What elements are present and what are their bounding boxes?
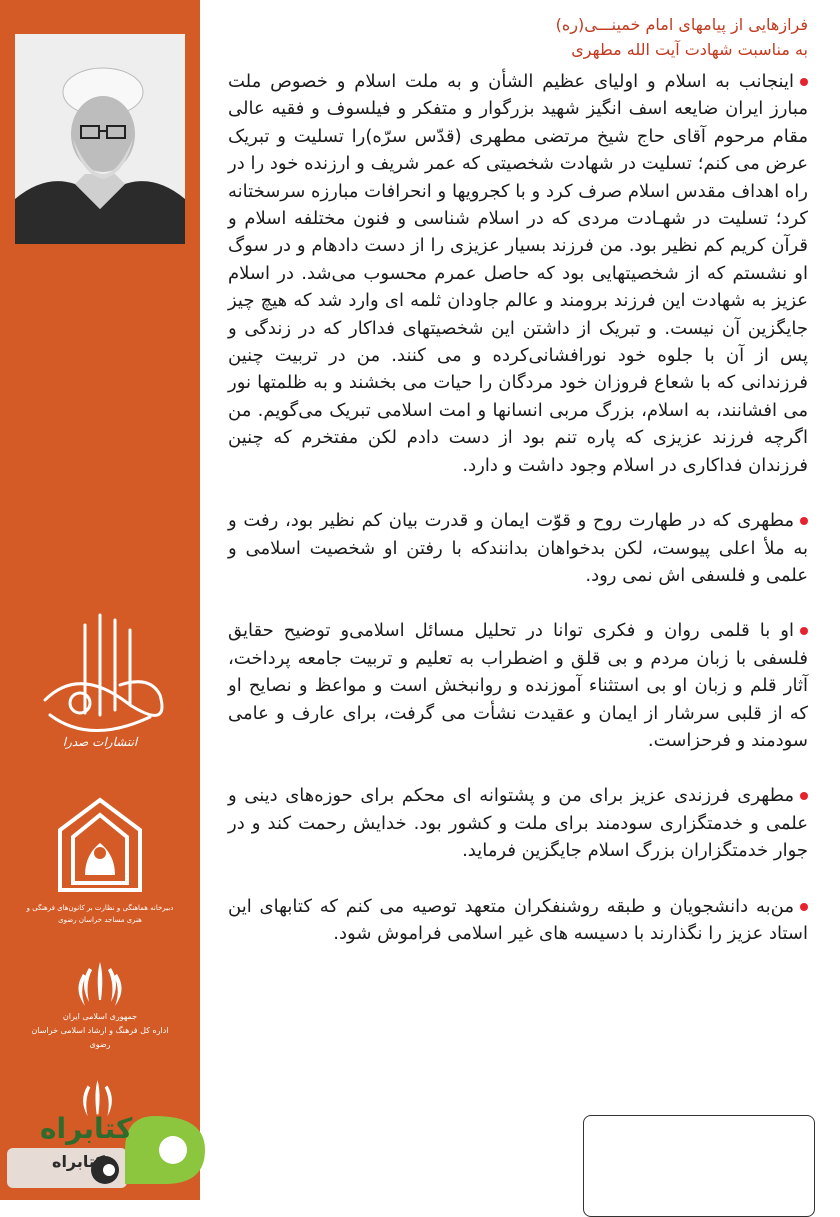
- paragraph-2-text: مطهری که در طهارت روح و قوّت ایمان و قدرت بیان کم نظیر بود، رفت و به ملأ اعلی پیوست، لکن بدخواهان بدانندکه با رفتن او شخصیت اسلامی و علمی و فلسفی اش نمی رود.: [228, 510, 808, 586]
- iran-emblem-icon: [75, 958, 125, 1010]
- main-content: [228, 12, 808, 947]
- bullet-icon: [800, 903, 808, 911]
- paragraph-1-text: اینجانب به اسلام و اولیای عظیم الشأن و به ملت اسلام و خصوص ملت مبارز ایران ضایعه اسف انگیز شهید بزرگوار و متفکر و فیلسوف و فقیه عالی مقام مرحوم آقای حاج شیخ مرتضی مطهری (قدّس سرّه)را تسلیت و تبریک عرض می کنم؛ تسلیت در شهادت شخصیتی که عمر شریف و ارزنده خود را در راه اهداف مقدس اسلام صرف کرد و با کجرویها و انحرافات مبارزه سرسختانه کرد؛ تسلیت در شهـادت مردی که در اسلام شناسی و فنون مختلفه اسلام و قرآن کریم کم نظیر بود. من فرزند بسیار عزیزی را از دست دادهام و در سوگ او نشستم که از شخصیتهایی بود که حاصل عمرم محسوب می‌شد. در اسلام عزیز به شهادت این فرزند برومند و عالم جاودان ثلمه ای وارد شد که هیچ چیز جایگزین آن نیست. و تبریک از داشتن این شخصیتهای فداکار که در زندگی و پس از آن با جلوه خود نورافشانی‌کرده و می کنند. من در تربیت چنین فرزندانی که با شعاع فروزان خود مردگان را حیات می بخشند و به ظلمتها نور می افشانند، به اسلام، بزرگ مربی انسانها و امت اسلامی تبریک می‌گویم. من اگرچه فرزند عزیزی که پاره تنم بود از دست دادم لکن مفتخرم که چنین فرزندان فداکاری در اسلام وجود داشت و دارد.: [228, 71, 808, 476]
- emblem-caption-line1: جمهوری اسلامی ایران: [62, 1012, 138, 1021]
- paragraph-2: [228, 507, 808, 589]
- emblem-caption: [20, 1010, 180, 1052]
- paragraph-4: [228, 782, 808, 864]
- heading-line2: به مناسبت شهادت آیت الله مطهری: [571, 40, 808, 59]
- bullet-icon: [800, 78, 808, 86]
- portrait-photo: [15, 34, 185, 244]
- blank-label-box: [583, 1115, 815, 1217]
- watermark-text-small: کتابراه: [52, 1152, 105, 1171]
- mosque-caption: دبیرخانه هماهنگی و نظارت بر کانون‌های فرهنگی و هنری مساجد خراسان رضوی: [26, 904, 174, 924]
- publisher-caption: انتشارات صدرا: [62, 735, 138, 749]
- mosque-logo: [55, 795, 145, 895]
- watermark-text-large: کتابراه: [40, 1112, 133, 1145]
- paragraph-1: [228, 68, 808, 479]
- bullet-icon: [800, 517, 808, 525]
- paragraph-5-text: من‌به دانشجویان و طبقه روشنفکران متعهد توصیه می کنم که کتابهای این استاد عزیز را نگذارند با دسیسه های غیر اسلامی فراموش شود.: [228, 895, 808, 944]
- emblem-caption-line2: اداره کل فرهنگ و ارشاد اسلامی خراسان رضوی: [31, 1026, 169, 1049]
- paragraph-3: [228, 617, 808, 754]
- bullet-icon: [800, 627, 808, 635]
- bullet-icon: [800, 792, 808, 800]
- heading-line1: فرازهایی از پیامهای امام خمینـــی(ره): [555, 15, 808, 34]
- paragraph-4-text: مطهری فرزندی عزیز برای من و پشتوانه ای محکم برای حوزه‌های دینی و علمی و خدمتگزاری سودمند برای ملت و کشور بود. خدایش رحمت کند و در جوار خدمتگزاران بزرگ اسلام جایگزین فرماید.: [228, 785, 808, 862]
- paragraph-5: [228, 893, 808, 948]
- paragraph-3-text: او با قلمی روان و فکری توانا در تحلیل مسائل اسلامی‌و توضیح حقایق فلسفی با زبان مردم و بی قلق و اضطراب به تعلیم و تربیت جامعه پرداخت، آثار قلم و زبان او بی استثناء آموزنده و روانبخش است و مواعظ و نصایح او که از قلبی سرشار از ایمان و عقیدت نشأت می گرفت، برای عارف و عامی سودمند و فرحزاست.: [228, 620, 808, 751]
